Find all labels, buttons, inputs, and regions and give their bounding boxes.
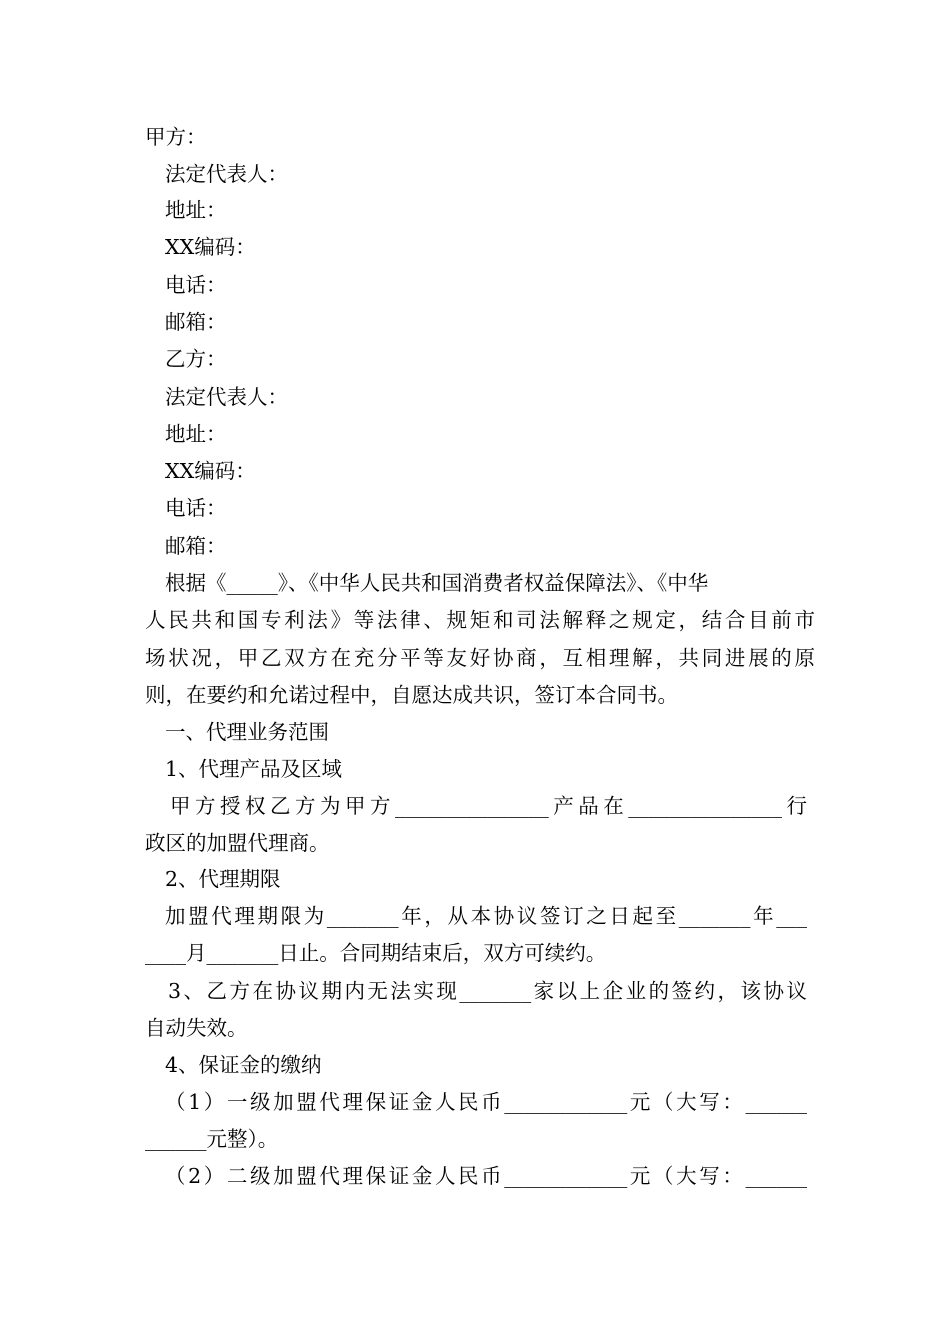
preamble-line: 场状况，甲乙双方在充分平等友好协商，互相理解，共同进展的原 xyxy=(145,646,815,670)
item-4-text: ______元整）。 xyxy=(145,1127,279,1151)
party-b-phone: 电话： xyxy=(165,496,227,520)
party-a-address: 地址： xyxy=(165,198,227,222)
preamble-line: 人民共和国专利法》等法律、规矩和司法解释之规定，结合目前市 xyxy=(145,608,815,632)
item-1-text: 甲方授权乙方为甲方_______________产品在_______________行 xyxy=(170,794,807,818)
preamble-line: 则，在要约和允诺过程中，自愿达成共识，签订本合同书。 xyxy=(145,683,678,707)
party-b-code: XX编码： xyxy=(165,459,256,483)
party-a-phone: 电话： xyxy=(165,273,227,297)
item-4-text: （2）二级加盟代理保证金人民币____________元（大写：______ xyxy=(165,1164,807,1188)
item-4-text: （1）一级加盟代理保证金人民币____________元（大写：______ xyxy=(165,1090,807,1114)
item-1-text: 政区的加盟代理商。 xyxy=(145,831,330,855)
party-b-legal-rep: 法定代表人： xyxy=(165,385,288,409)
party-b-address: 地址： xyxy=(165,422,227,446)
item-4-title: 4、保证金的缴纳 xyxy=(165,1053,322,1077)
item-3-text: 自动失效。 xyxy=(145,1016,248,1040)
item-3-text: 3、乙方在协议期内无法实现_______家以上企业的签约，该协议 xyxy=(168,979,807,1003)
party-b-heading: 乙方： xyxy=(165,347,227,371)
item-1-title: 1、代理产品及区域 xyxy=(165,757,343,781)
party-a-email: 邮箱： xyxy=(165,310,227,334)
party-a-legal-rep: 法定代表人： xyxy=(165,162,288,186)
preamble-line: 根据《_____》、《中华人民共和国消费者权益保障法》、《中华 xyxy=(165,571,709,595)
party-b-email: 邮箱： xyxy=(165,534,227,558)
item-2-text: ____月_______日止。合同期结束后，双方可续约。 xyxy=(145,941,607,965)
item-2-text: 加盟代理期限为_______年，从本协议签订之日起至_______年___ xyxy=(165,904,807,928)
party-a-heading: 甲方： xyxy=(145,125,207,149)
party-a-code: XX编码： xyxy=(165,235,256,259)
section-1-title: 一、代理业务范围 xyxy=(165,720,329,744)
item-2-title: 2、代理期限 xyxy=(165,867,281,891)
